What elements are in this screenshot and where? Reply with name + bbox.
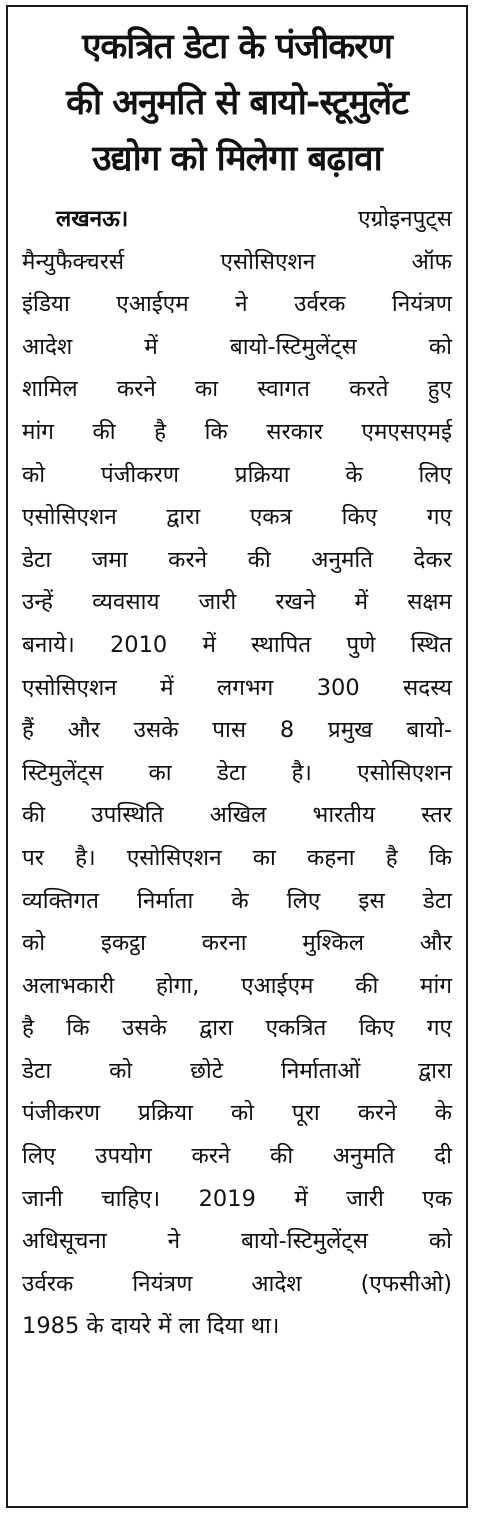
article-line: शामिल करने का स्वागत करते हुए bbox=[22, 376, 452, 403]
article-body bbox=[22, 198, 452, 1348]
article-line: डेटा जमा करने की अनुमति देकर bbox=[22, 546, 452, 573]
article-line: मांग की है कि सरकार एमएसएमई bbox=[22, 418, 452, 445]
article-line-1 bbox=[22, 198, 452, 241]
article-line: लिए उपयोग करने की अनुमति दी bbox=[22, 1143, 452, 1170]
article-line: है कि उसके द्वारा एकत्रित किए गए bbox=[22, 1015, 452, 1042]
headline-line-2: की अनुमति से बायो-स्टूमुलेंट bbox=[66, 83, 408, 123]
article-line: हैं और उसके पास 8 प्रमुख बायो- bbox=[22, 717, 452, 744]
article-line: उर्वरक नियंत्रण आदेश (एफसीओ) bbox=[22, 1270, 452, 1297]
headline-line-1: एकत्रित डेटा के पंजीकरण bbox=[82, 27, 392, 67]
article-line: डेटा को छोटे निर्माताओं द्वारा bbox=[22, 1057, 452, 1084]
article-line-text: एग्रोइनपुट्स bbox=[358, 206, 452, 232]
article-line: अलाभकारी होगा, एआईएम की मांग bbox=[22, 972, 452, 999]
article-line: मैन्युफैक्चरर्स एसोसिएशन ऑफ bbox=[22, 248, 452, 275]
article-line: उन्हें व्यवसाय जारी रखने में सक्षम bbox=[22, 589, 452, 616]
article-line: को इकट्ठा करना मुश्किल और bbox=[22, 930, 452, 957]
headline-line-3: उद्योग को मिलेगा बढ़ावा bbox=[92, 139, 382, 179]
headline bbox=[18, 19, 456, 187]
article-line: एसोसिएशन द्वारा एकत्र किए गए bbox=[22, 504, 452, 531]
article-line: इंडिया एआईएम ने उर्वरक नियंत्रण bbox=[22, 291, 452, 318]
article-line: पर है। एसोसिएशन का कहना है कि bbox=[22, 844, 452, 871]
article-line: व्यक्तिगत निर्माता के लिए इस डेटा bbox=[22, 887, 452, 914]
article-line: पंजीकरण प्रक्रिया को पूरा करने के bbox=[22, 1100, 452, 1127]
article-line: आदेश में बायो-स्टिमुलेंट्स को bbox=[22, 333, 452, 360]
article-line: एसोसिएशन में लगभग 300 सदस्य bbox=[22, 674, 452, 701]
article-line: जानी चाहिए। 2019 में जारी एक bbox=[22, 1185, 452, 1212]
article-line: को पंजीकरण प्रक्रिया के लिए bbox=[22, 461, 452, 488]
dateline: लखनऊ। bbox=[56, 206, 129, 232]
article-line: स्टिमुलेंट्स का डेटा है। एसोसिएशन bbox=[22, 759, 452, 786]
article-line: बनाये। 2010 में स्थापित पुणे स्थित bbox=[22, 631, 452, 658]
article-line: की उपस्थिति अखिल भारतीय स्तर bbox=[22, 802, 452, 829]
article-line-last: 1985 के दायरे में ला दिया था। bbox=[22, 1313, 280, 1340]
article-line: अधिसूचना ने बायो-स्टिमुलेंट्स को bbox=[22, 1228, 452, 1255]
